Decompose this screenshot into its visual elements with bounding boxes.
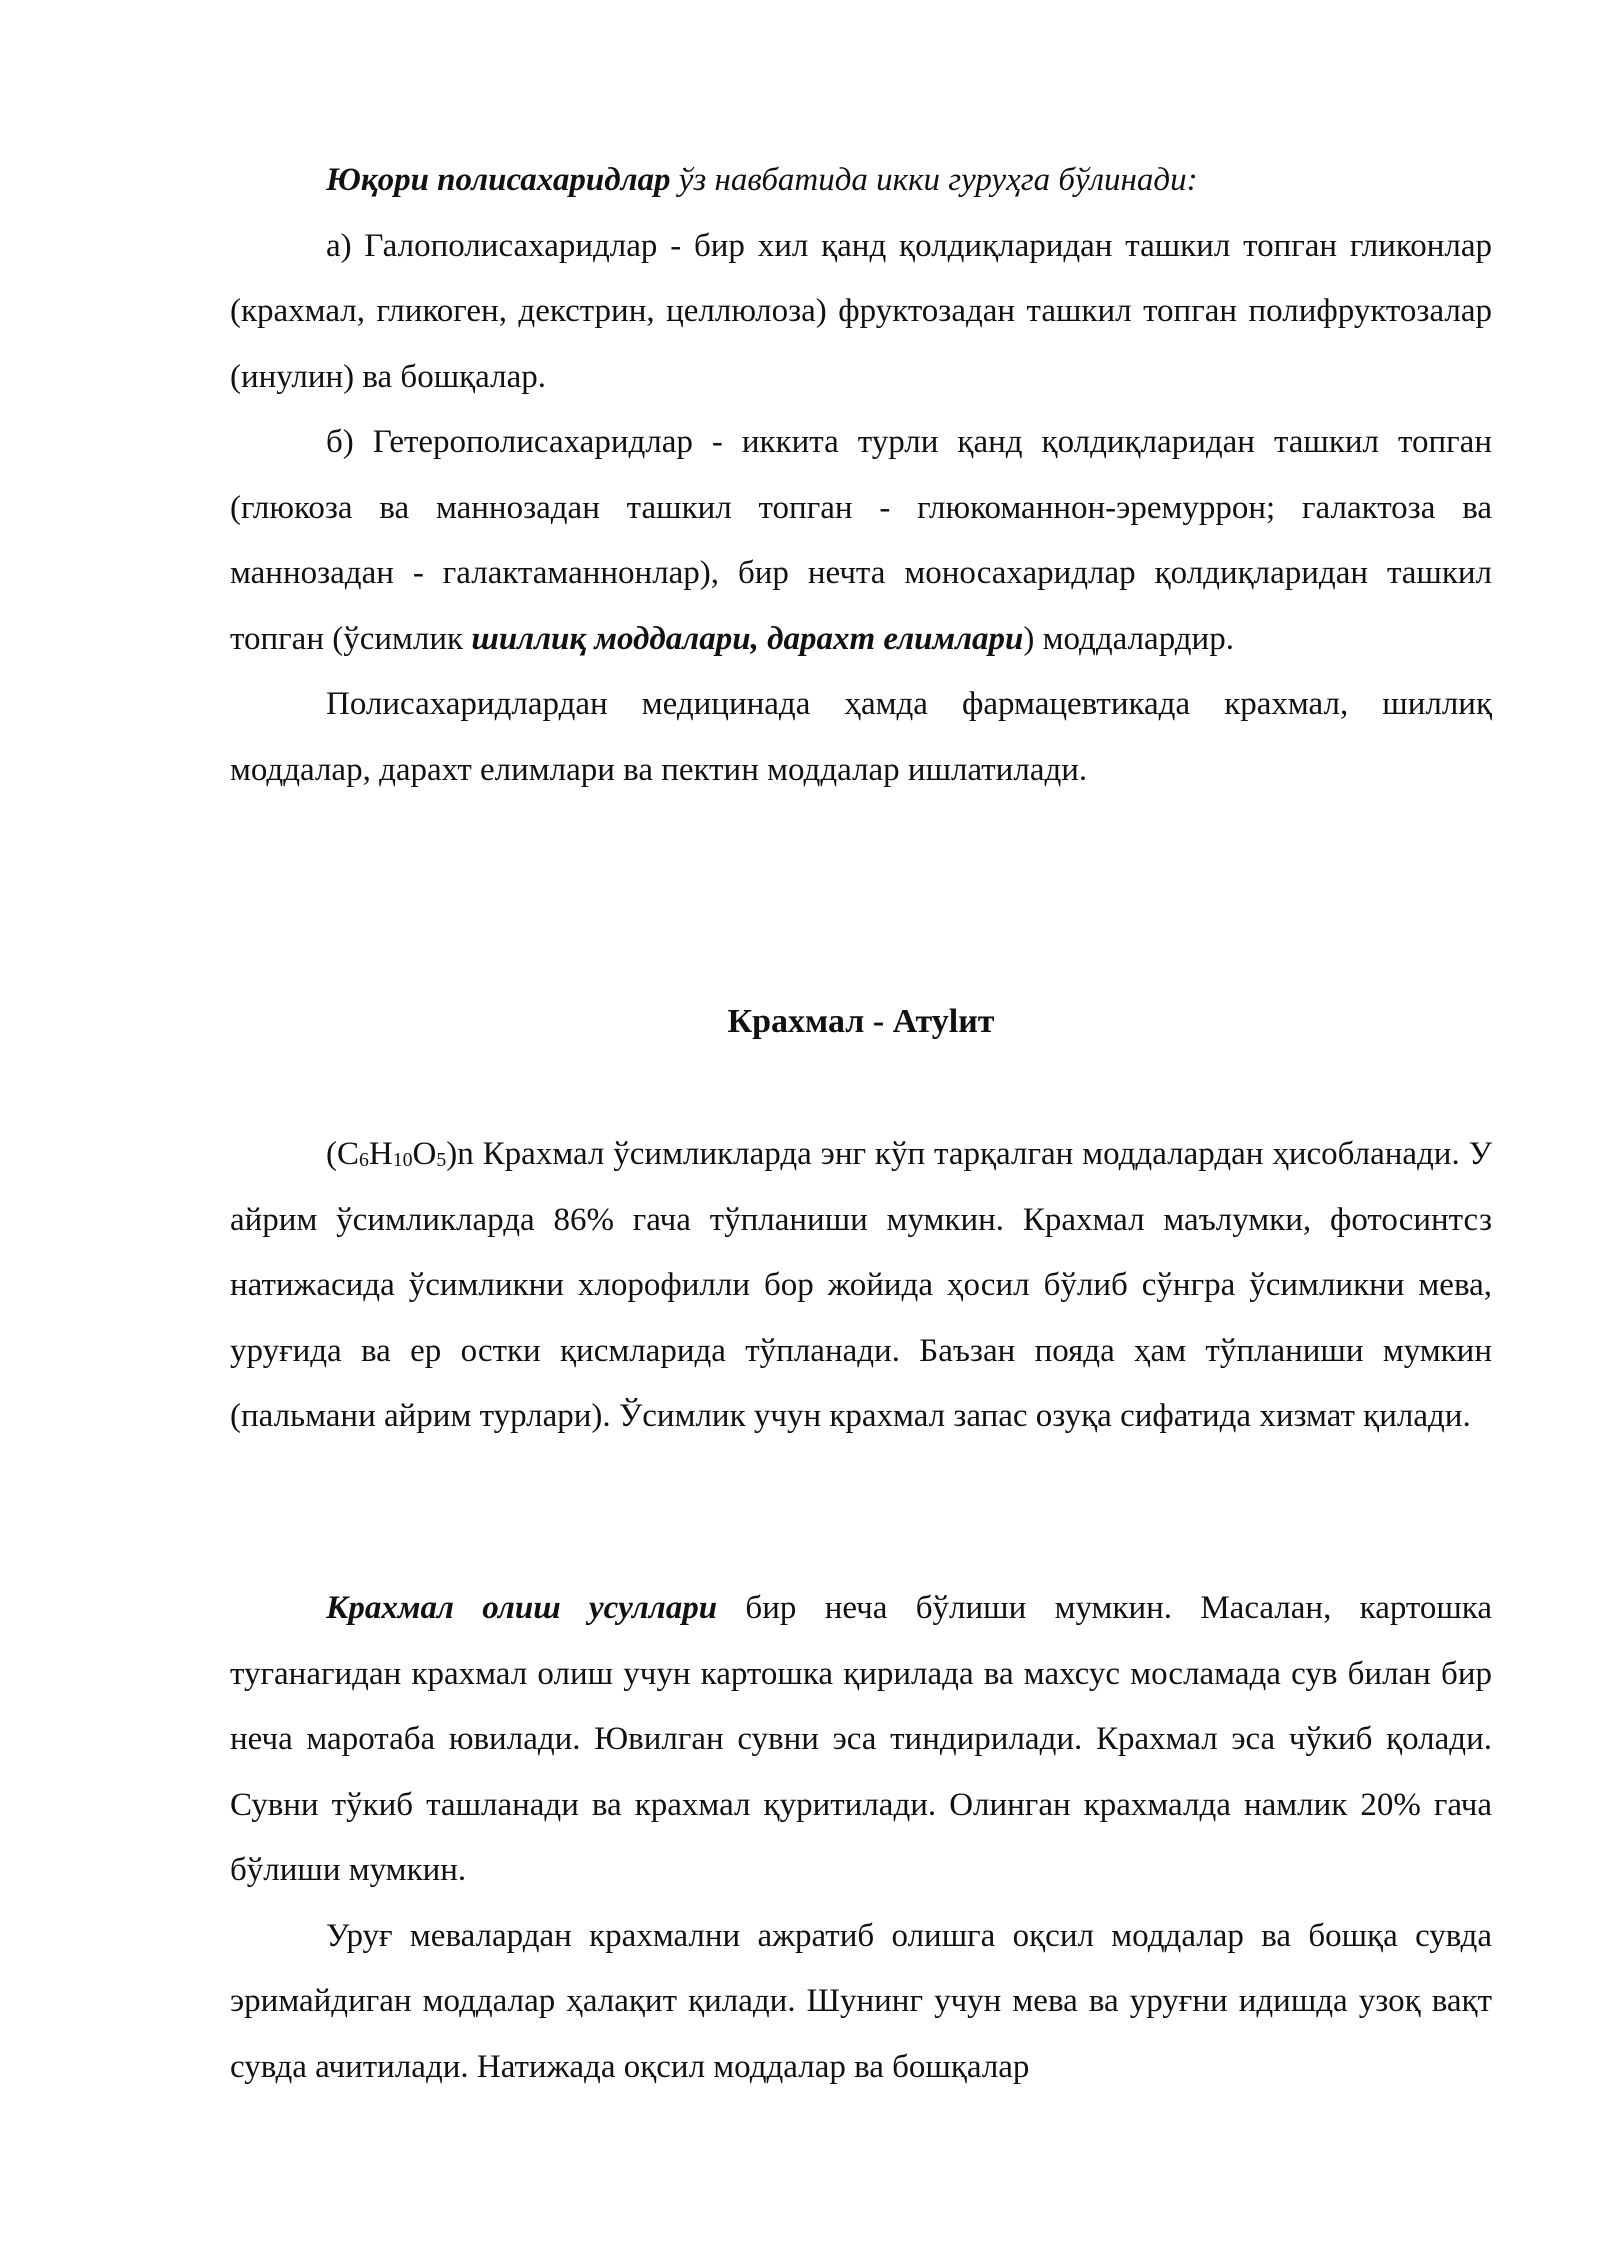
starch-intro-paragraph (230, 1122, 1492, 1450)
methods-paragraph (230, 1576, 1492, 1904)
intro-text: ўз навбатида икки гуруҳга бўлинади: (670, 162, 1198, 198)
starch-intro-text: Крахмал ўсимликларда энг кўп тарқалган моддалардан ҳисобланади. У айрим ўсимликларда 86% гача тўпланиши мумкин. Крахмал маълумки, фотосинтсз натижасида ўсимликни хлорофилли бор жойида ҳосил бўлиб сўнгра ўсимликни мева, уруғида ва ер остки қисмларида тўпланади. Баъзан пояда ҳам тўпланиши мумкин (пальмани айрим турлари). Ўсимлик учун крахмал запас озуқа сифатида хизмат қилади. (230, 1136, 1492, 1434)
formula-close: )n (446, 1136, 474, 1172)
item-b-paragraph (230, 410, 1492, 672)
starch-section (230, 1122, 1492, 1450)
formula-sub-c: 6 (359, 1149, 369, 1171)
methods-text: бир неча бўлиши мумкин. Масалан, картошка туганагидан крахмал олиш учун картошка қирилада ва махсус мосламада сув билан бир неча маротаба ювилади. Ювилган сувни эса тиндирилади. Крахмал эса чўкиб қолади. Сувни тўкиб ташланади ва крахмал қуритилади. Олинган крахмалда намлик 20% гача бўлиши мумкин. (230, 1590, 1492, 1888)
methods-term: Крахмал олиш усуллари (326, 1590, 718, 1626)
usage-paragraph: Полисахаридлардан медицинада ҳамда фармацевтикада крахмал, шиллиқ моддалар, дарахт елимлари ва пектин моддалар ишлатилади. (230, 686, 1492, 788)
section-heading: Крахмал - Атуlит (727, 1003, 995, 1040)
item-b-tail: ) моддалардир. (1023, 620, 1234, 657)
item-b-emphasis: шиллиқ моддалари, дарахт елимлари (471, 620, 1024, 657)
formula-sub-h: 10 (392, 1149, 413, 1171)
formula (326, 1136, 474, 1172)
intro-term: Юқори полисахаридлар (326, 162, 671, 198)
formula-h: H (368, 1136, 393, 1172)
methods-section (230, 1576, 1492, 2100)
item-a-paragraph: а) Галополисахаридлар - бир хил қанд қолдиқларидан ташкил топган гликонлар (крахмал, гликоген, декстрин, целлюлоза) фруктозадан ташкил топган полифруктозалар (инулин) ва бошқалар. (230, 227, 1492, 395)
item-b-text: б) Гетерополисахаридлар - иккита турли қанд қолдиқларидан ташкил топган (глюкоза ва маннозадан ташкил топган - глюкоманнон-эремуррон; галактоза ва маннозадан - галактаманнонлар), бир нечта моносахаридлар қолдиқларидан ташкил топган (ўсимлик (230, 424, 1492, 657)
formula-sub-o: 5 (436, 1149, 447, 1171)
seeds-paragraph: Уруғ мевалардан крахмални ажратиб олишга оқсил моддалар ва бошқа сувда эримайдиган моддалар ҳалақит қилади. Шунинг учун мева ва уруғни идишда узоқ вақт сувда ачитилади. Натижада оқсил моддалар ва бошқалар (230, 1917, 1492, 2085)
formula-open: (C (326, 1136, 359, 1172)
intro-section (230, 148, 1492, 803)
formula-o: O (412, 1136, 437, 1172)
intro-paragraph (230, 148, 1492, 214)
